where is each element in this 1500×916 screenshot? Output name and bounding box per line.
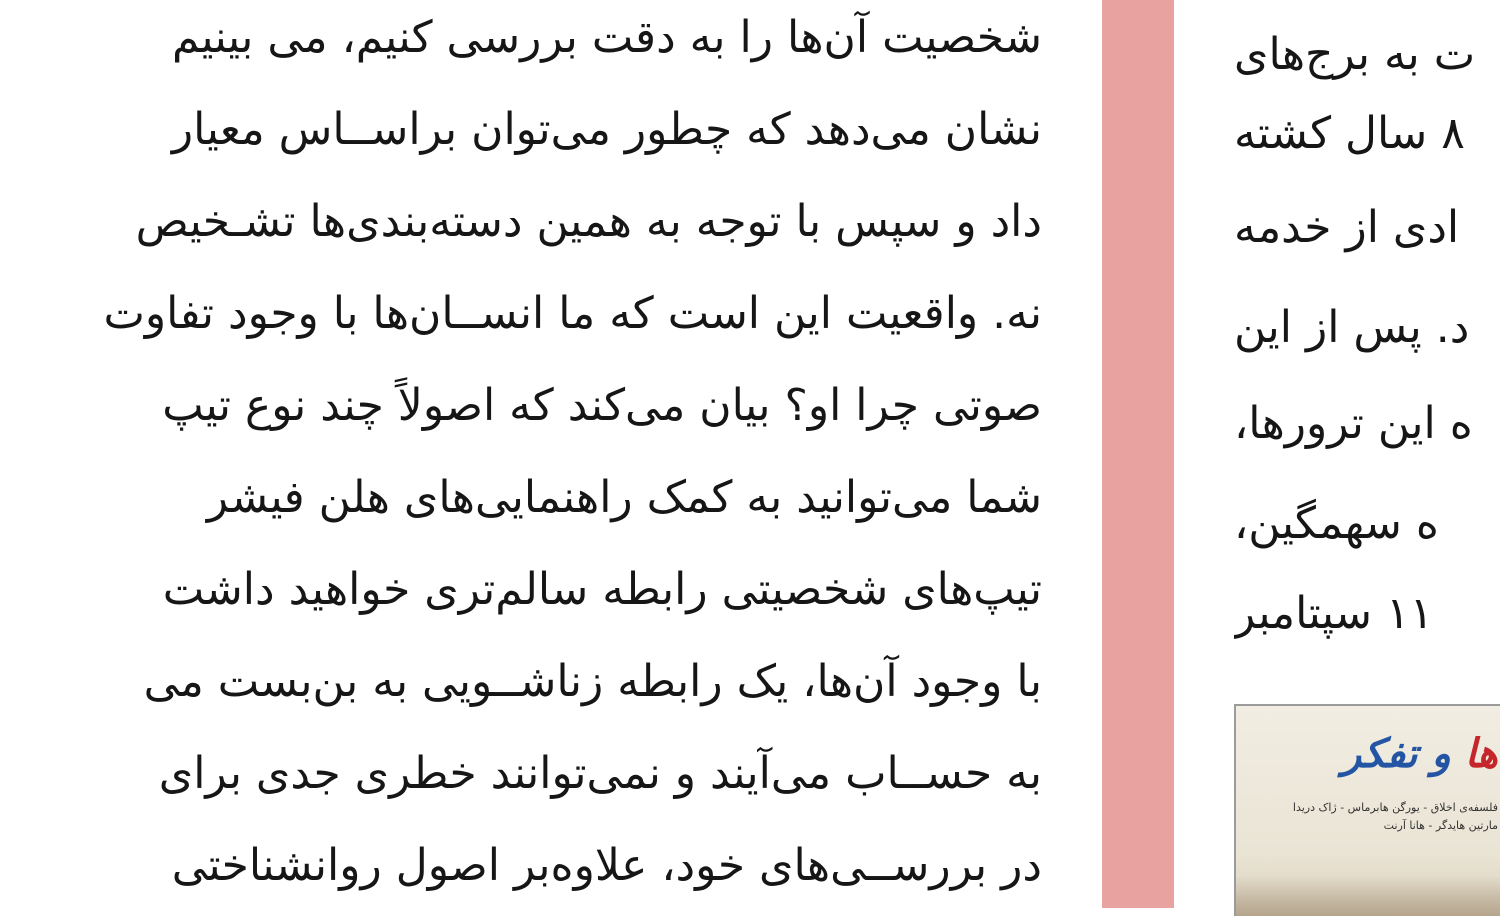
body-text-fragment: ادی از خدمه <box>1234 202 1460 253</box>
body-text-line: نه. واقعیت این است که ما انســان‌ها با وجود تفاوت <box>103 288 1042 339</box>
body-text-line: شما می‌توانید به کمک راهنمایی‌های هلن فیشر <box>206 472 1042 523</box>
book-cover-title <box>1342 726 1498 782</box>
book-cover-subtitle: مارتین هایدگر - هانا آرنت <box>1383 819 1498 832</box>
book-cover-photo-shade <box>1236 876 1500 916</box>
body-text-line: صوتی چرا او؟ بیان می‌کند که اصولاً چند نوع تیپ <box>162 380 1042 431</box>
body-text-fragment: د. پس از این <box>1234 302 1470 353</box>
body-text-line <box>1234 393 1473 455</box>
body-text-line: تیپ‌های شخصیتی رابطه سالم‌تری خواهید داشت <box>162 564 1042 615</box>
body-text-line: شخصیت آن‌ها را به دقت بررسی کنیم، می بینیم <box>172 12 1042 63</box>
body-text-line <box>1234 24 1475 86</box>
body-text-line <box>1234 583 1433 645</box>
book-cover-image <box>1234 704 1500 916</box>
book-cover-title-blue: تفکر <box>1341 730 1418 777</box>
column-separator-band <box>1102 0 1174 908</box>
body-text-line: در بررســی‌های خود، علاوه‌بر اصول روانشناختی <box>171 840 1042 891</box>
body-text-line: نشان می‌دهد که چطور می‌توان براســاس معیار <box>171 104 1042 155</box>
body-text-fragment: ۸ سال کشته <box>1234 108 1465 159</box>
book-cover-title-connector: و <box>1431 730 1451 777</box>
body-text-fragment: ه سهمگین، <box>1234 498 1439 549</box>
body-text-line: داد و سپس با توجه به همین دسته‌بندی‌ها تشـخیص <box>135 196 1042 247</box>
book-cover-title-red: ها <box>1464 730 1498 777</box>
body-text-fragment: ۱۱ سپتامبر <box>1234 588 1434 639</box>
body-text-line <box>1234 197 1459 259</box>
book-cover-subtitle: فلسفه‌ی اخلاق - یورگن هابرماس - ژاک دریدا <box>1292 801 1498 814</box>
body-text-line <box>1234 297 1469 359</box>
body-text-fragment: ه این ترورها، <box>1234 398 1473 449</box>
body-text-fragment: ت به برج‌های <box>1234 29 1476 80</box>
body-text-line: با وجود آن‌ها، یک رابطه زناشــویی به بن‌بست می <box>143 656 1042 707</box>
body-text-line: به حســاب می‌آیند و نمی‌توانند خطری جدی برای <box>158 748 1042 799</box>
body-text-line <box>1234 493 1439 555</box>
article-right-column <box>1234 0 1500 660</box>
body-text-line <box>1234 103 1465 165</box>
